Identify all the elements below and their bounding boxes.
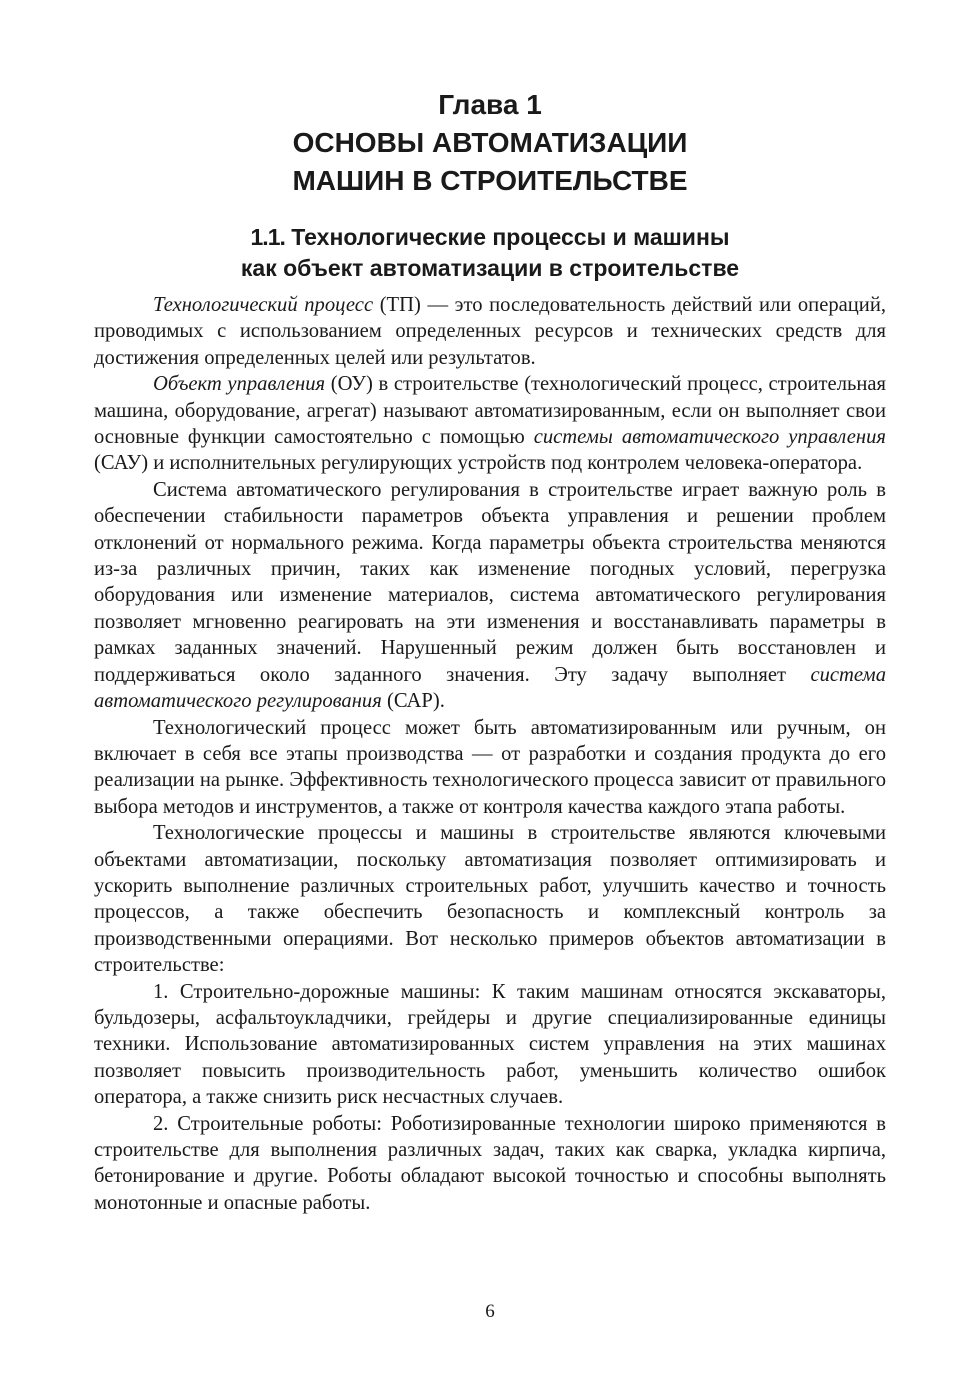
paragraph-7: 2. Строительные роботы: Роботизированные технологии широко применяются в строительстве для выполнения различных задач, таких как сварка, укладка кирпича, бетонирование и другие. Роботы обладают высокой точностью и способны выполнять монотонные и опасные работы. [94, 1112, 886, 1214]
chapter-heading [94, 86, 886, 200]
paragraph-3-text-b: (САР). [381, 690, 445, 713]
term-technological-process: Технологический процесс [153, 294, 374, 316]
term-control-object: Объект управления [153, 373, 326, 396]
section-heading [94, 222, 886, 284]
paragraph-2-text-b: (САУ) и исполнительных регулирующих устройств под контролем человека-оператора. [94, 452, 863, 475]
paragraph-4: Технологический процесс может быть автоматизированным или ручным, он включает в себя все этапы производства — от разработки и создания продукта до его реализации на рынке. Эффективность технологического процесса зависит от правильного выбора методов и инструментов, а также от контроля качества каждого этапа работы. [94, 716, 886, 818]
paragraph-2 [94, 371, 886, 477]
paragraph-2-text-a: (ОУ) в строительстве (технологический процесс, строительная машина, оборудование, агрегат) называют автоматизированным, если он выполняет свои основные функции самостоятельно с помощью [94, 373, 886, 449]
term-automatic-control-system: системы автоматического управления [533, 426, 886, 449]
term-automatic-regulation-system: система автоматического регулирования [94, 663, 886, 713]
paragraph-1 [94, 292, 886, 371]
paragraph-3-text-a: Система автоматического регулирования в строительстве играет важную роль в обеспечении стабильности параметров объекта управления и решении проблем отклонений от нормального режима. Когда параметры объекта строительства меняются из-за различных причин, таких как изменение погодных условий, перегрузка оборудования или изменение материалов, система автоматического регулирования позволяет мгновенно реагировать на эти изменения и восстанавливать параметры в рамках заданных значений. Нарушенный режим должен быть восстановлен и поддерживаться около заданного значения. Эту задачу выполняет [94, 478, 886, 686]
paragraph-3 [94, 477, 886, 715]
chapter-title-line2: МАШИН В СТРОИТЕЛЬСТВЕ [292, 165, 688, 196]
paragraph-5: Технологические процессы и машины в строительстве являются ключевыми объектами автоматизации, поскольку автоматизация позволяет оптимизировать и ускорить выполнение различных строительных работ, улучшить качество и точность процессов, а также обеспечить безопасность и комплексный контроль за производственными операциями. Вот несколько примеров объектов автоматизации в строительстве: [94, 822, 886, 977]
section-number: 1.1. [250, 224, 285, 250]
chapter-title-line1: ОСНОВЫ АВТОМАТИЗАЦИИ [292, 127, 688, 158]
page-number: 6 [485, 1301, 495, 1322]
paragraph-1-text: (ТП) — это последовательность действий или операций, проводимых с использованием определенных ресурсов и технических средств для достижения определенных целей или результатов. [94, 294, 886, 369]
chapter-label: Глава 1 [438, 89, 542, 120]
body-text [94, 292, 886, 1216]
paragraph-6: 1. Строительно-дорожные машины: К таким машинам относятся экскаваторы, бульдозеры, асфальтоукладчики, грейдеры и другие специализированные единицы техники. Использование автоматизированных систем управления на этих машинах позволяет повысить производительность работ, уменьшить количество ошибок оператора, а также снизить риск несчастных случаев. [94, 980, 886, 1109]
page-content [94, 86, 886, 1216]
section-title-line1: Технологические процессы и машины [291, 224, 730, 250]
section-title-line2: как объект автоматизации в строительстве [240, 255, 740, 281]
